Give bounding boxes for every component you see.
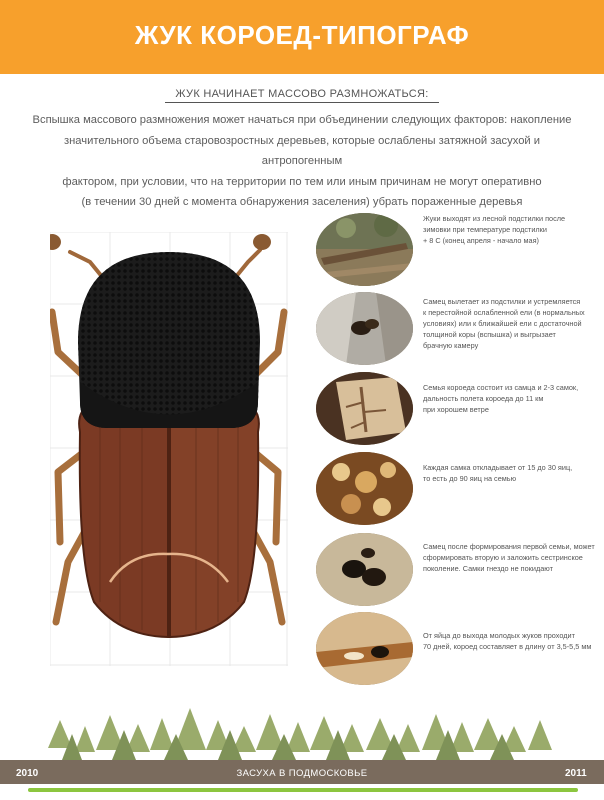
step-6 <box>316 612 604 686</box>
step-line: то есть до 90 яиц на семью <box>423 474 517 483</box>
bark-galleries-photo <box>316 372 413 445</box>
step-line: 70 дней, короед составляет в длину от 3,5-5,5 мм <box>423 642 592 651</box>
step-line: брачную камеру <box>423 341 479 350</box>
beetle-head <box>78 252 260 428</box>
step-line: толщиной коры (вспышка) и выгрызает <box>423 330 556 339</box>
step-3 <box>316 372 604 446</box>
step-text <box>423 382 599 415</box>
step-line: Семья короеда состоит из самца и 2-3 самок, <box>423 383 579 392</box>
step-text <box>423 541 599 574</box>
step-line: поколение. Самки гнездо не покидают <box>423 564 553 573</box>
intro-line: (в течении 30 дней с момента обнаружения заселения) убрать пораженные деревья <box>81 196 523 208</box>
forest-litter-photo <box>316 213 413 286</box>
step-text <box>423 630 599 652</box>
page-title: ЖУК КОРОЕД-ТИПОГРАФ <box>134 20 470 50</box>
timeline-end-year: 2011 <box>565 768 587 779</box>
intro-line: значительного объема старовозростных деревьев, которые ослаблены затяжной засухой и антропогенным <box>63 134 541 167</box>
step-text <box>423 213 599 246</box>
step-line: при хорошем ветре <box>423 405 489 414</box>
step-line: сформировать вторую и заложить сестринское <box>423 553 583 562</box>
step-line: к перестойной ослабленной ели (в нормальных <box>423 308 585 317</box>
step-line: Самец после формирования первой семьи, может <box>423 542 595 551</box>
intro-line: Вспышка массового размножения может начаться при объединении следующих факторов: накопление <box>32 114 572 126</box>
larva-photo <box>316 612 413 685</box>
step-line: + 8 С (конец апреля - начало мая) <box>423 236 539 245</box>
step-line: От яйца до выхода молодых жуков проходит <box>423 631 575 640</box>
bark-beetle-illustration <box>50 232 288 666</box>
step-line: дальность полета короеда до 11 км <box>423 394 544 403</box>
step-4 <box>316 452 604 526</box>
step-1 <box>316 213 604 287</box>
forest-timeline <box>0 700 604 800</box>
intro-line: фактором, при условии, что на территории по тем или иным причинам не могут оперативно <box>62 175 542 188</box>
step-line: Самец вылетает из подстилки и устремляется <box>423 297 581 306</box>
step-line: зимовки при температуре подстилки <box>423 225 547 234</box>
step-2 <box>316 292 604 366</box>
step-line: Каждая самка откладывает от 15 до 30 яиц, <box>423 463 573 472</box>
step-5 <box>316 533 604 607</box>
intro-paragraph <box>30 110 574 213</box>
title-banner <box>0 0 604 74</box>
section-subtitle <box>0 88 604 103</box>
step-line: условиях) или к ближайшей ели с достаточной <box>423 319 582 328</box>
eggs-photo <box>316 452 413 525</box>
beetle-on-bark-photo <box>316 292 413 365</box>
step-text <box>423 296 599 351</box>
section-subtitle-text: ЖУК НАЧИНАЕТ МАССОВО РАЗМНОЖАТЬСЯ: <box>165 88 438 103</box>
two-beetles-photo <box>316 533 413 606</box>
step-text <box>423 462 599 484</box>
timeline-start-year: 2010 <box>16 768 39 779</box>
beetle-body <box>79 404 259 637</box>
timeline-label: ЗАСУХА В ПОДМОСКОВЬЕ <box>236 768 368 779</box>
step-line: Жуки выходят из лесной подстилки после <box>423 214 566 223</box>
